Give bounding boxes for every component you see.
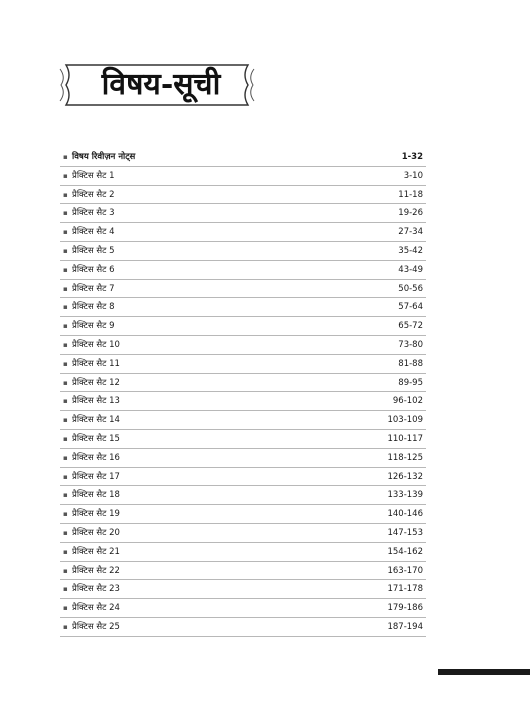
toc-label: प्रैक्टिस सैट 9	[72, 321, 115, 332]
toc-label: प्रैक्टिस सैट 22	[72, 565, 120, 576]
table-of-contents	[60, 148, 426, 637]
toc-pages: 126-132	[387, 471, 423, 482]
toc-label: प्रैक्टिस सैट 5	[72, 245, 115, 256]
toc-label: प्रैक्टिस सैट 12	[72, 377, 120, 388]
toc-row	[60, 186, 426, 205]
toc-row	[60, 298, 426, 317]
bullet-icon: ▪	[63, 228, 68, 237]
toc-label: प्रैक्टिस सैट 8	[72, 302, 115, 313]
bullet-icon: ▪	[63, 378, 68, 387]
toc-label: प्रैक्टिस सैट 14	[72, 415, 120, 426]
toc-pages: 179-186	[387, 603, 423, 614]
toc-row	[60, 580, 426, 599]
toc-pages: 110-117	[387, 433, 423, 444]
toc-pages: 133-139	[387, 490, 423, 501]
toc-row	[60, 543, 426, 562]
bullet-icon: ▪	[63, 604, 68, 613]
toc-label: प्रैक्टिस सैट 2	[72, 189, 115, 200]
bullet-icon: ▪	[63, 246, 68, 255]
bullet-icon: ▪	[63, 303, 68, 312]
toc-label: प्रैक्टिस सैट 13	[72, 396, 120, 407]
toc-row	[60, 374, 426, 393]
bullet-icon: ▪	[63, 190, 68, 199]
toc-row	[60, 204, 426, 223]
toc-label: विषय रिवीज़न नोट्स	[72, 152, 136, 162]
toc-pages: 140-146	[387, 509, 423, 520]
toc-pages: 11-18	[398, 189, 423, 200]
toc-label: प्रैक्टिस सैट 18	[72, 490, 120, 501]
toc-label: प्रैक्टिस सैट 19	[72, 509, 120, 520]
toc-row	[60, 280, 426, 299]
toc-label: प्रैक्टिस सैट 1	[72, 170, 115, 181]
bullet-icon: ▪	[63, 397, 68, 406]
toc-row	[60, 317, 426, 336]
toc-row	[60, 148, 426, 167]
toc-row	[60, 242, 426, 261]
bullet-icon: ▪	[63, 209, 68, 218]
toc-row	[60, 167, 426, 186]
bullet-icon: ▪	[63, 322, 68, 331]
toc-pages: 57-64	[398, 302, 423, 313]
bullet-icon: ▪	[63, 585, 68, 594]
bullet-icon: ▪	[63, 284, 68, 293]
page-title: विषय-सूची	[101, 67, 221, 102]
toc-label: प्रैक्टिस सैट 10	[72, 339, 120, 350]
toc-row	[60, 336, 426, 355]
toc-row	[60, 562, 426, 581]
bullet-icon: ▪	[63, 622, 68, 631]
toc-pages: 73-80	[398, 339, 423, 350]
bullet-icon: ▪	[63, 491, 68, 500]
toc-pages: 35-42	[398, 245, 423, 256]
bullet-icon: ▪	[63, 453, 68, 462]
toc-pages: 103-109	[387, 415, 423, 426]
bullet-icon: ▪	[63, 340, 68, 349]
title-banner	[58, 61, 256, 109]
toc-row	[60, 449, 426, 468]
toc-row	[60, 355, 426, 374]
toc-row	[60, 486, 426, 505]
toc-row	[60, 411, 426, 430]
bullet-icon: ▪	[63, 528, 68, 537]
toc-label: प्रैक्टिस सैट 4	[72, 227, 115, 238]
toc-label: प्रैक्टिस सैट 20	[72, 527, 120, 538]
toc-label: प्रैक्टिस सैट 23	[72, 584, 120, 595]
toc-pages: 50-56	[398, 283, 423, 294]
bullet-icon: ▪	[63, 434, 68, 443]
bullet-icon: ▪	[63, 171, 68, 180]
bullet-icon: ▪	[63, 547, 68, 556]
toc-row	[60, 524, 426, 543]
toc-pages: 3-10	[403, 170, 423, 181]
bullet-icon: ▪	[63, 566, 68, 575]
bullet-icon: ▪	[63, 153, 68, 161]
toc-pages: 81-88	[398, 358, 423, 369]
toc-pages: 19-26	[398, 208, 423, 219]
toc-row	[60, 599, 426, 618]
toc-label: प्रैक्टिस सैट 11	[72, 358, 120, 369]
toc-label: प्रैक्टिस सैट 16	[72, 452, 120, 463]
toc-label: प्रैक्टिस सैट 24	[72, 603, 120, 614]
toc-row	[60, 223, 426, 242]
toc-label: प्रैक्टिस सैट 3	[72, 208, 115, 219]
bullet-icon: ▪	[63, 416, 68, 425]
toc-pages: 171-178	[387, 584, 423, 595]
toc-pages: 43-49	[398, 264, 423, 275]
footer-bar	[438, 669, 530, 675]
toc-row	[60, 430, 426, 449]
bullet-icon: ▪	[63, 359, 68, 368]
bullet-icon: ▪	[63, 265, 68, 274]
toc-row	[60, 618, 426, 637]
toc-label: प्रैक्टिस सैट 6	[72, 264, 115, 275]
toc-label: प्रैक्टिस सैट 7	[72, 283, 115, 294]
toc-row	[60, 392, 426, 411]
toc-label: प्रैक्टिस सैट 17	[72, 471, 120, 482]
bullet-icon: ▪	[63, 510, 68, 519]
toc-pages: 118-125	[387, 452, 423, 463]
toc-label: प्रैक्टिस सैट 21	[72, 546, 120, 557]
toc-pages: 147-153	[387, 527, 423, 538]
toc-pages: 163-170	[387, 565, 423, 576]
toc-label: प्रैक्टिस सैट 25	[72, 621, 120, 632]
toc-pages: 65-72	[398, 321, 423, 332]
toc-pages: 154-162	[387, 546, 423, 557]
toc-label: प्रैक्टिस सैट 15	[72, 433, 120, 444]
toc-pages: 187-194	[387, 621, 423, 632]
toc-row	[60, 261, 426, 280]
toc-row	[60, 505, 426, 524]
toc-pages: 27-34	[398, 227, 423, 238]
toc-pages: 96-102	[392, 396, 423, 407]
toc-pages: 1-32	[401, 152, 423, 162]
bullet-icon: ▪	[63, 472, 68, 481]
toc-pages: 89-95	[398, 377, 423, 388]
toc-row	[60, 468, 426, 487]
